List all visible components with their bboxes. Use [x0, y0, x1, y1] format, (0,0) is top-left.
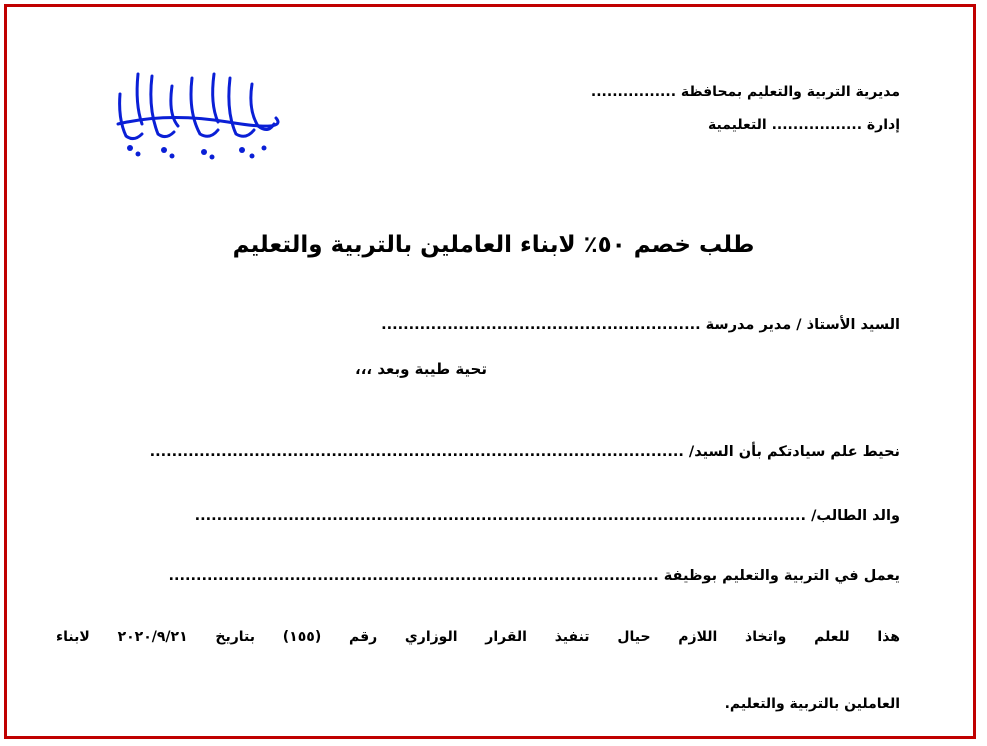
- form-title: طلب خصم ٥٠٪ لابناء العاملين بالتربية والتعليم: [232, 232, 755, 258]
- notify-field: نحيط علم سيادتكم بأن السيد/ .................................................................................................: [149, 444, 900, 460]
- calligraphy-logo: [108, 64, 280, 164]
- administration-line: إدارة ................. التعليمية: [708, 117, 900, 133]
- decision-paragraph-line2: العاملين بالتربية والتعليم.: [724, 696, 900, 712]
- greeting-line: تحية طيبة وبعد ،،،: [355, 360, 487, 378]
- decision-paragraph-line1: هذا للعلم واتخاذ اللازم حيال تنفيذ القرار الوزاري رقم (١٥٥) بتاريخ ٢٠٢٠/٩/٢١ لابناء: [56, 629, 901, 645]
- directorate-line: مديرية التربية والتعليم بمحافظة ................: [590, 84, 900, 100]
- addressee-line: السيد الأستاذ / مدير مدرسة ..........................................................: [381, 317, 900, 333]
- job-field: يعمل في التربية والتعليم بوظيفة .........................................................................................: [168, 568, 900, 584]
- parent-field: والد الطالب/ ...............................................................................................................: [194, 508, 900, 524]
